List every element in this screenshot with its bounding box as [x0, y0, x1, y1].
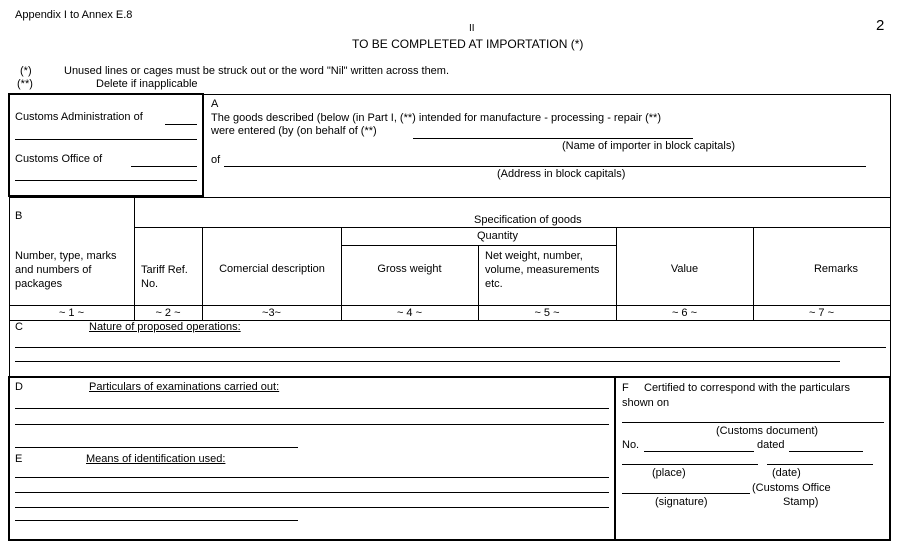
customs-administration-field[interactable] [165, 124, 197, 125]
page-number: 2 [876, 17, 885, 34]
section-c-line-2[interactable] [15, 361, 840, 362]
section-d-title: Particulars of examinations carried out: [89, 381, 280, 393]
date-field[interactable] [767, 464, 873, 465]
address-caption: (Address in block capitals) [497, 168, 626, 180]
of-label: of [211, 154, 221, 166]
section-e-line-2[interactable] [15, 492, 609, 493]
stamp-caption-1: (Customs Office [752, 482, 831, 494]
note-mark-2: (**) [17, 78, 33, 90]
importer-caption: (Name of importer in block capitals) [562, 140, 736, 152]
section-e-letter: E [15, 453, 23, 465]
section-c-letter: C [15, 321, 23, 333]
section-f-text2: shown on [622, 397, 670, 409]
customs-box [8, 93, 204, 197]
section-a-letter: A [211, 98, 219, 110]
col-2-number: ~ 2 ~ [155, 307, 181, 319]
section-d-line-3[interactable] [15, 447, 298, 448]
section-f-letter: F [622, 382, 629, 394]
page-title: TO BE COMPLETED AT IMPORTATION (*) [352, 37, 584, 51]
col-7-number: ~ 7 ~ [808, 307, 835, 319]
customs-administration-label: Customs Administration of [15, 111, 143, 123]
section-e-line-3[interactable] [15, 507, 609, 508]
col-1-number: ~ 1 ~ [58, 307, 85, 319]
section-f-text1: Certified to correspond with the particulars [644, 382, 851, 394]
customs-office-label: Customs Office of [15, 153, 103, 165]
section-c-line-1[interactable] [15, 347, 886, 348]
appendix-label: Appendix I to Annex E.8 [15, 9, 133, 21]
note-text-2: Delete if inapplicable [96, 78, 198, 90]
col-6-number: ~ 6 ~ [671, 307, 698, 319]
col-description-header: Comercial description [219, 263, 325, 275]
section-d-line-1[interactable] [15, 408, 609, 409]
col-tariff-header: Tariff Ref. No. [141, 264, 188, 290]
col-packages-header: Number, type, marks and numbers of packages [15, 250, 117, 290]
stamp-caption-2: Stamp) [783, 496, 819, 508]
section-b-letter: B [15, 210, 23, 222]
document-number-field[interactable] [644, 451, 754, 452]
dated-label: dated [757, 439, 785, 451]
customs-office-field[interactable] [131, 166, 197, 167]
importer-name-field[interactable] [413, 138, 693, 139]
col-4-number: ~ 4 ~ [396, 307, 423, 319]
place-caption: (place) [652, 467, 686, 479]
roman-numeral: II [469, 23, 475, 34]
col-value-header: Value [670, 263, 699, 275]
date-caption: (date) [772, 467, 801, 479]
col-5-number: ~ 5 ~ [534, 307, 560, 319]
col-remarks-header: Remarks [813, 263, 858, 275]
section-a-line1: The goods described (below (in Part I, (**) intended for manufacture - processing - repair (**) [211, 112, 661, 124]
signature-caption: (signature) [655, 496, 708, 508]
spec-title: Specification of goods [474, 214, 582, 226]
note-mark-1: (*) [20, 65, 32, 77]
no-label: No. [622, 439, 640, 451]
place-field[interactable] [622, 464, 758, 465]
section-e-title: Means of identification used: [86, 453, 226, 465]
document-date-field[interactable] [789, 451, 863, 452]
importer-address-field[interactable] [224, 166, 866, 167]
customs-document-field[interactable] [622, 422, 884, 423]
col-3-number: ~3~ [262, 307, 281, 319]
note-text-1: Unused lines or cages must be struck out or the word "Nil" written across them. [64, 65, 450, 77]
col-net-weight-header: Net weight, number, volume, measurements etc. [485, 250, 600, 290]
section-e-line-4[interactable] [15, 520, 298, 521]
section-e-line-1[interactable] [15, 477, 609, 478]
quantity-title: Quantity [477, 230, 518, 242]
section-c-title: Nature of proposed operations: [89, 321, 241, 333]
section-d-letter: D [15, 381, 23, 393]
customs-document-caption: (Customs document) [716, 425, 819, 437]
signature-field[interactable] [622, 493, 750, 494]
col-gross-weight-header: Gross weight [377, 263, 442, 275]
section-a-line2: were entered (by (on behalf of (**) [211, 125, 377, 137]
section-d-line-2[interactable] [15, 424, 609, 425]
